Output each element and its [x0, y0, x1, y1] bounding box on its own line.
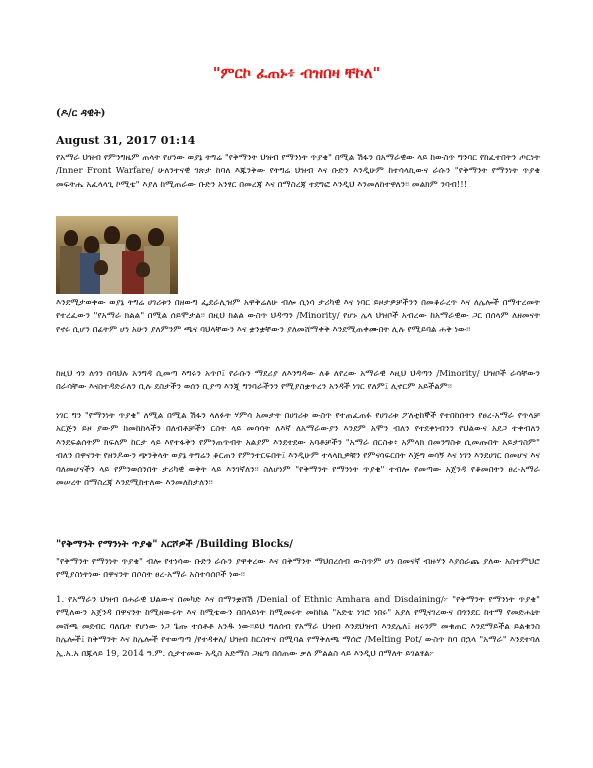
group-photo-image — [56, 216, 178, 294]
section-heading: "የቅማንት የማንነት ጥያቄ" አርሾዎች /Building Blocks/ — [56, 539, 293, 550]
paragraph-context: እንደሚታወቀው ወያኔ ትግሬ ሀገሪቱን በዘውግ ፌደራሊዝም አዋቅሬለሁ ብሎ ሲነሳ ታሪካዊ እና ነባር ይዞታዎቻችንን በመቆራረጥ እና ለሌሎች በማተረመት የተረፈውን "የአማራ ክልል" በሚል ሰይሞታል፡፡ በዚህ ክልል ውስጥ ህዳጣን /Minority/ የሆኑ ሌላ ህዝቦች አብረው ከአማራዊው ጋር በሰላም ለዘመናት የኖሩ ሲሆን በፊትም ሆነ አሁን ያለምንም ጫና ባህላቸውን እና ቋንቋቸውን ያለመሸማቀቅ እንደሚጠቀሙበት ሊሉ የሚይባል ሐቅ ነው፡፡ — [56, 298, 540, 335]
paragraph-intro: የአማራ ህዝብ የምንግዜም ጠላት የሆነው ወያኔ ትግሬ "የቅማንት ህዝብ የማንነት ጥያቄ" በሚል ሽፋን በአማራዊው ላይ ከውስጥ ግንባር የከፈተበትን ጦርነት /Inner Front Warfare/ ሁለንተናዊ ገጽታ ከባለ እጁንቅው የትግሬ ህዝብ እና ቡድን እንዲሁም ከተሳላኪውና ራሱን "የቅማንት የማንነት ጥያቄ መፍትሔ አፈላላጊ ኮሚቴ" እያለ ከሚጠራው ቡድን አንፃር በመረጃ እና በማስረጃ ተደግፎ እንዲህ እንመለከተዋለን፡፡ መልክም ንባብ!!! — [56, 153, 540, 190]
article-author: (ዶ/ር ዳዊት) — [56, 108, 106, 119]
paragraph-argument: ነገር ግን "የማንነት ጥያቄ" ለሚል በሚል ሽፋን ላለፉት ሃምሳ አመታት በሀገሪቱ ውስጥ የተጠፈጠፉ የሀገሪቱ ፖለቲከኞች የተበከበትን የፀረ-አማራ የጥላቻ አርጅን ይዞ ያውም ከመከከላችን በለብቶቻችን ርስት ላይ መሳሳት ለእኛ ለአማራውያን እንደም አሞን ብለን የተደቀነብንን የህልውና አደጋ ተቀብለን እንደፍልሰትም ክፍለም ከርታ ላይ እየተፋቅን የምንጠጥብት አልያም እንደተደው አባቶቻችን "አማራ በርስቱ፥ አምላክ በመንግስቱ ሲመጡበት አይታገስም" ብለን በዋናንት የዘንዶውን ጭንቅላት ወያኔ ትግሬን ቆርጠን የምንተርፍበት፤ እንዲሁም ተላላኪዎቹን የምናሳፍርበት እጅግ ወሳኝ እና ነገን እንደሀገር በመሆና እና ባለመሆናችን ላይ የምንወሰንበት ታሪካዊ ወቅት ላይ እንገኛለን፡፡ ስለሆነም "የቅማንት የማንነት ጥያቄ" ተብሎ የመጣው አጀንዳ የቆመበትን ፀረ-አማራ መሠረት በማስረጃ እንደሚከተለው እንመለከታለን፡፡ — [56, 411, 540, 489]
paragraph-minority: ከዚህ ጎን ለጎን በባህሉ አንግዳ ሲመጣ እግሩን አጥቦ፤ የራሱን ማደሪያ ለእንግዳው ለቆ ለየረው አማራዊ እዚህ ህዳጣን /Minority/ ህዝቦች ራሳቸውን በራሳቸው እናስተዳድራለን ቢሉ ደስታችን ወሰን ቢያጣ እንጂ ግንባራችንን የሚያስቋጥረን አንዳች ነገር የለም፤ ሊኖርም አይችልም፡፡ — [56, 369, 540, 393]
paragraph-section-intro: "የቅማንት የማንነት ጥያቄ" ብሎ የተነሳው ቡድን ራሱን ያዋቀረው እና በቅማንት ማህበረሰብ ውስጥም ሆነ በመናኛ ብዙሃን እያሰራጨ ያለው አስተምህሮ የሚያስነትነው በዋናንት በሶስት ፀረ-አማራ አስተሳሰቦች ነው፡፡ — [56, 557, 540, 581]
paragraph-point-one: 1. የአማራን ህዝብ በሐራዊ ህልውና በመካድ እና በማንቋሸሽ /Denial of Ethnic Amhara and Disdaining/፦ "የቅማንት የማንነት ጥያቄ" የሚለውን አጀንዳ በዋናንት ከሚዘውሩት እና ከሚቴውን በበላይነት ከሚመሩት መከከል "አድቴ ነገሮ ነበሩ" አያለ የሚናገረውና በጎንደር ከተማ የመድሐኒት መሸጫ መደብር ባለቤት የሆነው ነጋ ጌጡ ተሰቶቶ አንዱ ነው፡፡ይህ ግለሰብ የአማራ ህዝብ እንደህዝብ እንደሌለ፤ ዘሩንም መቁጠር እንደማይችል ይልቁንስ ከሌሎች፤ ከቅማንት እና ከሌሎች የተወጣጣ /የተዳቀለ/ ህዝብ ከርስትና በሚባል የማቅለጫ ማሰሮ /Melting Pot/ ውስጥ ከባ በኋላ "አማራ" እንደተባለ ኢ.አ.አ በጁላይ 19, 2014 ዓ.ም. ሲታተመው አዲስ አድማስ ጋዜጣ በሰጠው ቃለ ምልልስ ላይ እንዲህ በማለት ይገልፃል፦ — [56, 595, 540, 659]
article-date: August 31, 2017 01:14 — [56, 134, 196, 147]
article-title: "ምርኮ ፈጠኑ፥ ብዝበዛ ቸኮለ" — [212, 64, 381, 82]
